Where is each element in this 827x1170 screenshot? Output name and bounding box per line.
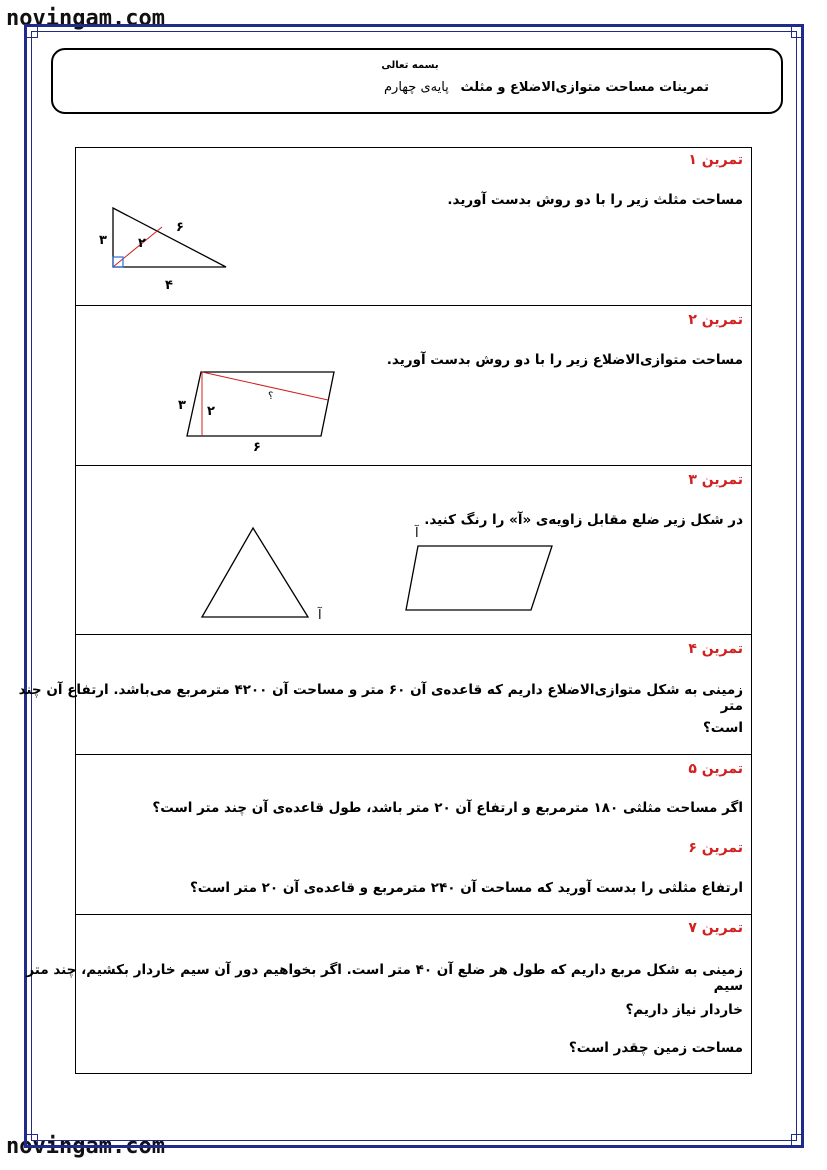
row-divider <box>75 634 752 635</box>
exercise-1-question: مساحت مثلث زیر را با دو روش بدست آورید. <box>447 192 743 208</box>
exercise-4-title: تمرین ۴ <box>688 641 743 657</box>
label-base: ۶ <box>253 440 261 455</box>
exercise-4-question-line1: زمینی به شکل متوازی‌الاضلاع داریم که قاعده‌ی آن ۶۰ متر و مساحت آن ۴۲۰۰ مترمربع می‌باشد. ارتفاع آن چند متر <box>18 682 743 714</box>
exercise-7-question-line2: خاردار نیاز داریم؟ <box>625 1002 743 1018</box>
exercise-7-title: تمرین ۷ <box>688 920 743 936</box>
figure-shapes-angle <box>190 520 570 625</box>
parallelogram-shape <box>406 546 552 610</box>
triangle-shape <box>113 208 226 267</box>
frame-corner <box>26 26 38 38</box>
row-divider <box>75 754 752 755</box>
figure-parallelogram <box>170 365 350 455</box>
label-unknown: ؟ <box>268 391 274 402</box>
exercise-5-title: تمرین ۵ <box>688 761 743 777</box>
label-angle-parallelogram: آ <box>415 526 419 541</box>
exercise-3-title: تمرین ۳ <box>688 472 743 488</box>
frame-corner <box>791 1134 803 1146</box>
exercise-2-question: مساحت متوازی‌الاضلاع زیر را با دو روش بدست آورید. <box>386 352 743 368</box>
label-side: ۳ <box>178 398 186 413</box>
exercise-2-title: تمرین ۲ <box>688 312 743 328</box>
label-angle-triangle: آ <box>318 608 322 623</box>
label-height: ۲ <box>207 404 215 419</box>
exercise-3-question: در شکل زیر ضلع مقابل زاویه‌ی «آ» را رنگ کنید. <box>424 512 743 528</box>
header-grade: پایه‌ی چهارم <box>384 80 449 95</box>
label-base: ۴ <box>165 278 173 293</box>
watermark-top: novingam.com <box>6 6 165 31</box>
frame-corner <box>791 26 803 38</box>
label-height: ۲ <box>138 236 146 251</box>
watermark-bottom: novingam.com <box>6 1134 165 1159</box>
exercise-6-title: تمرین ۶ <box>688 840 743 856</box>
header-title: تمرینات مساحت متوازی‌الاضلاع و مثلث <box>460 80 709 95</box>
exercise-6-question: ارتفاع مثلثی را بدست آورید که مساحت آن ۲۴۰ مترمربع و قاعده‌ی آن ۲۰ متر است؟ <box>189 880 743 896</box>
row-divider <box>75 914 752 915</box>
exercise-4-question-line2: است؟ <box>702 720 743 736</box>
figure-right-triangle <box>90 200 250 295</box>
row-divider <box>75 305 752 306</box>
label-side-left: ۳ <box>99 233 107 248</box>
exercise-1-title: تمرین ۱ <box>688 152 743 168</box>
exercise-7-question-line3: مساحت زمین چقدر است؟ <box>568 1040 743 1056</box>
label-hypotenuse: ۶ <box>176 220 184 235</box>
exercise-7-question-line1: زمینی به شکل مربع داریم که طول هر ضلع آن ۴۰ متر است. اگر بخواهیم دور آن سیم خاردار بکشیم، چند متر سیم <box>26 962 743 994</box>
exercise-5-question: اگر مساحت مثلثی ۱۸۰ مترمربع و ارتفاع آن ۲۰ متر باشد، طول قاعده‌ی آن چند متر است؟ <box>152 800 743 816</box>
frame-corner <box>26 1134 38 1146</box>
parallelogram-perpendicular <box>202 372 328 400</box>
header-bismillah: بسمه تعالی <box>381 60 439 71</box>
row-divider <box>75 465 752 466</box>
triangle-shape <box>202 528 308 617</box>
